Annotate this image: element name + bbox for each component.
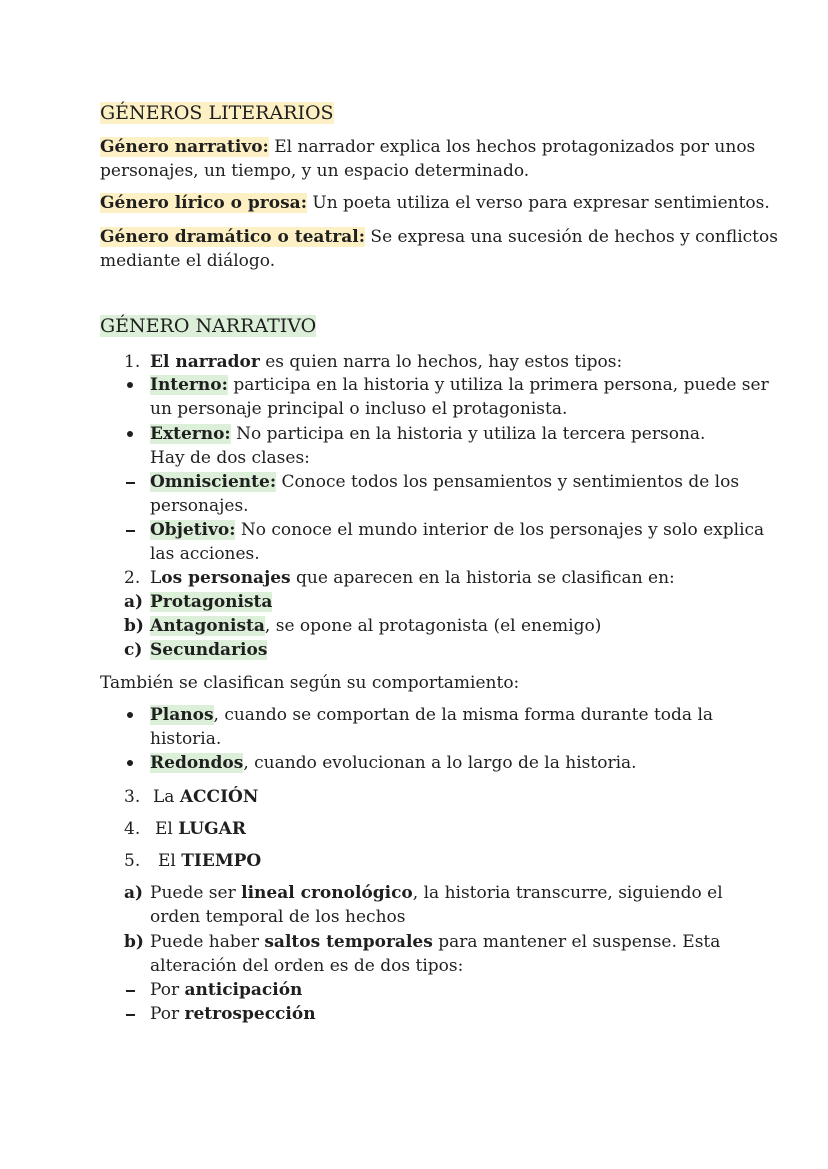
dash-icon	[126, 482, 135, 484]
list-number-3: 3.	[124, 787, 141, 807]
list-letter-b: b)	[124, 932, 144, 952]
item-saltos-line-1: Puede haber saltos temporales para mantener el suspense. Esta	[150, 932, 721, 952]
item-el-narrador: El narrador es quien narra lo hechos, hay estos tipos:	[150, 352, 623, 372]
item-lineal-line-2: orden temporal de los hechos	[150, 907, 406, 927]
list-letter-a: a)	[124, 883, 144, 903]
genero-lirico-line: Género lírico o prosa: Un poeta utiliza el verso para expresar sentimientos.	[100, 193, 770, 213]
dash-icon	[126, 1014, 135, 1016]
item-antagonista: Antagonista, se opone al protagonista (el enemigo)	[150, 616, 602, 636]
list-letter-b: b)	[124, 616, 144, 636]
list-number-4: 4.	[124, 819, 141, 839]
item-retrospeccion: Por retrospección	[150, 1004, 316, 1024]
item-saltos-line-2: alteración del orden es de dos tipos:	[150, 956, 464, 976]
item-omnisciente-line-1: Omnisciente: Conoce todos los pensamientos y sentimientos de los	[150, 472, 740, 492]
item-clases-line: Hay de dos clases:	[150, 448, 310, 468]
genero-narrativo-label: Género narrativo:	[100, 137, 269, 157]
bullet-icon	[127, 760, 133, 766]
item-redondos: Redondos, cuando evolucionan a lo largo de la historia.	[150, 753, 637, 773]
item-anticipacion: Por anticipación	[150, 980, 303, 1000]
item-lugar: El LUGAR	[155, 819, 246, 839]
genero-lirico-label: Género lírico o prosa:	[100, 193, 307, 213]
bullet-icon	[127, 712, 133, 718]
item-lineal-line-1: Puede ser lineal cronológico, la historia transcurre, siguiendo el	[150, 883, 723, 903]
section-title-generos-literarios: GÉNEROS LITERARIOS	[100, 102, 334, 124]
section-title-genero-narrativo: GÉNERO NARRATIVO	[100, 315, 317, 337]
list-number-2: 2.	[124, 568, 141, 588]
list-letter-c: c)	[124, 640, 143, 660]
dash-icon	[126, 530, 135, 532]
list-letter-a: a)	[124, 592, 144, 612]
list-number-5: 5.	[124, 851, 141, 871]
genero-narrativo-line-2: personajes, un tiempo, y un espacio determinado.	[100, 161, 530, 181]
item-objetivo-line-2: las acciones.	[150, 544, 260, 564]
item-secundarios: Secundarios	[150, 640, 268, 660]
item-los-personajes: Los personajes que aparecen en la historia se clasifican en:	[150, 568, 675, 588]
item-tiempo: El TIEMPO	[158, 851, 262, 871]
bullet-icon	[127, 431, 133, 437]
genero-dramatico-label: Género dramático o teatral:	[100, 227, 366, 247]
item-interno-line-1: Interno: participa en la historia y utiliza la primera persona, puede ser	[150, 375, 769, 395]
item-omnisciente-line-2: personajes.	[150, 496, 249, 516]
bullet-icon	[127, 382, 133, 388]
dash-icon	[126, 990, 135, 992]
genero-narrativo-line-1: Género narrativo: El narrador explica los hechos protagonizados por unos	[100, 137, 756, 157]
item-protagonista: Protagonista	[150, 592, 273, 612]
item-objetivo-line-1: Objetivo: No conoce el mundo interior de los personajes y solo explica	[150, 520, 765, 540]
item-planos-line-1: Planos, cuando se comportan de la misma forma durante toda la	[150, 705, 714, 725]
item-accion: La ACCIÓN	[153, 787, 259, 807]
item-planos-line-2: historia.	[150, 729, 222, 749]
tambien-line: También se clasifican según su comportamiento:	[100, 673, 520, 693]
list-number-1: 1.	[124, 352, 141, 372]
genero-dramatico-line-2: mediante el diálogo.	[100, 251, 276, 271]
genero-dramatico-line-1: Género dramático o teatral: Se expresa una sucesión de hechos y conflictos	[100, 227, 778, 247]
item-interno-line-2: un personaje principal o incluso el protagonista.	[150, 399, 568, 419]
item-externo-line-1: Externo: No participa en la historia y utiliza la tercera persona.	[150, 424, 706, 444]
